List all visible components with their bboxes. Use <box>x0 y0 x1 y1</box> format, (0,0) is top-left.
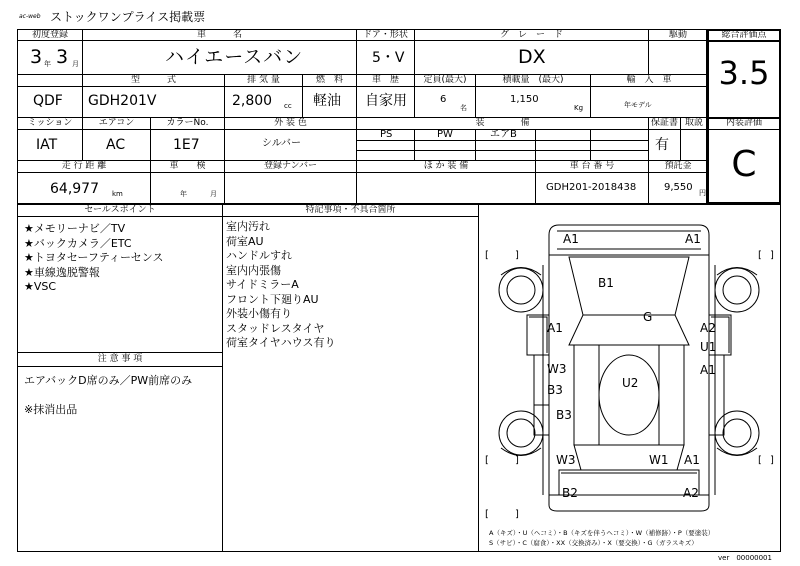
bracket-right-4: ] <box>770 455 774 466</box>
warranty-value: 有 <box>655 137 669 153</box>
damage-code-rear-right-w: W1 <box>649 453 669 467</box>
chassis-no-value: GDH201-2018438 <box>546 182 637 193</box>
notes-header: 注 意 事 項 <box>97 354 143 364</box>
version-label: ver 00000001 <box>718 554 772 562</box>
logo: ac-web <box>19 13 41 20</box>
special-note-item: フロント下廻りAU <box>226 292 319 306</box>
manual-label: 取説 <box>684 118 703 128</box>
exterior-color-value: シルバー <box>262 138 302 149</box>
roof <box>574 345 684 445</box>
equip-airbag: エアB <box>490 129 517 140</box>
deposit-unit: 円 <box>699 189 706 197</box>
inspection-month-unit: 月 <box>210 190 217 198</box>
exterior-color-label: 外 装 色 <box>274 118 307 128</box>
displacement-unit: cc <box>284 102 292 110</box>
load-label: 積載量 (最大) <box>502 75 564 85</box>
bracket-right-5: ] <box>515 509 519 520</box>
reg-month-value: 3 <box>56 46 69 68</box>
bracket-left-4: [ <box>758 455 762 466</box>
note-item: エアバックD席のみ／PW前席のみ <box>24 374 193 387</box>
door-shape-label: ドア・形状 <box>363 30 408 40</box>
windshield <box>569 315 689 345</box>
plate-label: 登録ナンバー <box>264 161 317 171</box>
special-note-item: 外装小傷有り <box>226 307 292 320</box>
damage-code-left-rear-2: B3 <box>547 383 563 397</box>
legend-line-1: A（キズ）・U（ヘコミ）・B（キズを伴うヘコミ）・W（補修跡）・P（要塗装） <box>489 529 715 537</box>
color-no-label: カラーNo. <box>166 118 209 128</box>
bracket-right-2: ] <box>770 250 774 261</box>
special-note-item: 荷室AU <box>226 234 264 248</box>
displacement-value: 2,800 <box>232 93 273 109</box>
sales-point-item: ★VSC <box>24 280 57 293</box>
wheel-rear-left <box>499 411 543 455</box>
grade-value: DX <box>518 46 546 68</box>
chassis-no-label: 車 台 番 号 <box>569 161 615 171</box>
capacity-value: 6 <box>440 94 447 105</box>
deposit-value: 9,550 <box>664 182 693 193</box>
mileage-label: 走 行 距 離 <box>61 161 107 171</box>
rear-gate <box>559 470 699 495</box>
other-equip-label: ほ か 装 備 <box>423 161 469 171</box>
special-note-item: ハンドルすれ <box>226 249 292 262</box>
door-shape-value: 5・V <box>372 50 405 66</box>
inspection-year-unit: 年 <box>180 190 187 198</box>
notes-list <box>24 374 192 418</box>
damage-code-left-rear-3: B3 <box>556 408 572 422</box>
hood <box>569 257 689 315</box>
damage-code-roof: G <box>643 310 653 324</box>
import-label: 輸 入 車 <box>626 75 672 85</box>
roof-center <box>599 355 659 435</box>
fuel-label: 燃 料 <box>315 75 343 85</box>
car-name-label: 車 名 <box>196 30 242 40</box>
bracket-left-1: [ <box>485 250 489 261</box>
special-note-item: 室内内張傷 <box>226 263 281 277</box>
equip-pw: PW <box>437 129 453 140</box>
mission-value: IAT <box>36 137 58 153</box>
load-unit: Kg <box>574 104 584 112</box>
damage-code-bumper-right: A2 <box>683 486 699 500</box>
equipment-label: 装 備 <box>475 118 530 128</box>
model-year-label: 年モデル <box>624 101 652 109</box>
mission-label: ミッション <box>27 118 73 128</box>
bracket-right-1: ] <box>515 250 519 261</box>
overall-score-label: 総合評価点 <box>721 30 767 40</box>
displacement-label: 排 気 量 <box>247 75 280 85</box>
sales-point-item: ★車線逸脱警報 <box>24 265 100 279</box>
damage-code-right-front-door: A2 <box>700 321 716 335</box>
wheel-rear-right <box>715 411 759 455</box>
wheel-front-left <box>499 268 543 312</box>
special-note-item: 室内汚れ <box>226 220 270 233</box>
reg-month-unit: 月 <box>72 60 79 68</box>
special-note-item: スタッドレスタイヤ <box>226 321 325 335</box>
history-label: 車 歴 <box>371 75 399 85</box>
overall-score-value: 3.5 <box>718 54 770 92</box>
type-value: GDH201V <box>88 93 157 109</box>
reg-year-value: 3 <box>30 46 43 68</box>
type-prefix-value: QDF <box>33 93 63 109</box>
sheet-title: ストックワンプライス掲載票 <box>50 10 206 24</box>
special-note-item: サイドミラーA <box>226 278 299 291</box>
damage-code-center: U2 <box>622 376 639 390</box>
damage-code-left-rear-1: W3 <box>547 362 567 376</box>
damage-code-left-front-door: A1 <box>547 321 563 335</box>
bracket-left-3: [ <box>485 455 489 466</box>
damage-code-front-right: A1 <box>685 232 701 246</box>
interior-score-label: 内装評価 <box>725 118 762 128</box>
special-notes-header: 特記事項・不具合箇所 <box>305 205 396 215</box>
grade-label: グ レ ー ド <box>499 30 563 40</box>
mileage-unit: km <box>112 190 123 198</box>
reg-year-unit: 年 <box>44 60 51 68</box>
special-note-item: 荷室タイヤハウス有り <box>226 336 336 349</box>
aircon-value: AC <box>106 137 126 153</box>
legend-line-2: S（サビ）・C（腐食）・XX（交換済み）・X（要交換）・G（ガラスキズ） <box>489 539 698 547</box>
history-value: 自家用 <box>365 93 407 109</box>
special-notes-list <box>226 220 335 351</box>
damage-code-rear-right-a: A1 <box>684 453 700 467</box>
note-item <box>24 389 192 404</box>
bracket-left-5: [ <box>485 509 489 520</box>
type-label: 型 式 <box>130 75 176 85</box>
color-no-value: 1E7 <box>173 137 200 153</box>
note-item: ※抹消出品 <box>24 403 78 416</box>
sales-points-header: セールスポイント <box>84 205 156 215</box>
damage-code-rear-left-w: W3 <box>556 453 576 467</box>
car-name-value: ハイエースバン <box>165 46 304 68</box>
fuel-value: 軽油 <box>313 93 341 109</box>
wheel-front-right <box>715 268 759 312</box>
drive-label: 駆動 <box>668 30 687 40</box>
damage-code-front-left: A1 <box>563 232 579 246</box>
left-front-door <box>527 315 549 355</box>
equip-ps: PS <box>380 129 393 140</box>
warranty-label: 保証書 <box>650 118 678 128</box>
sales-points-list <box>24 222 163 295</box>
mileage-value: 64,977 <box>50 181 99 197</box>
sales-point-item: ★トヨタセーフティーセンス <box>24 251 164 264</box>
deposit-label: 預託金 <box>664 161 692 171</box>
sales-point-item: ★バックカメラ／ETC <box>24 236 132 250</box>
capacity-unit: 名 <box>460 104 467 112</box>
damage-code-right-rear: A1 <box>700 363 716 377</box>
aircon-label: エアコン <box>98 118 135 128</box>
first-reg-label: 初度登録 <box>31 30 68 40</box>
inspection-label: 車 検 <box>169 161 206 171</box>
damage-code-right-front-door-2: U1 <box>700 340 717 354</box>
sales-point-item: ★メモリーナビ／TV <box>24 222 126 235</box>
load-value: 1,150 <box>510 94 539 105</box>
capacity-label: 定員(最大) <box>423 75 467 85</box>
damage-code-hood: B1 <box>598 276 614 290</box>
interior-score-value: C <box>731 144 757 185</box>
damage-code-bumper-left: B2 <box>562 486 578 500</box>
bracket-left-2: [ <box>758 250 762 261</box>
vehicle-damage-diagram <box>479 205 780 527</box>
bracket-right-3: ] <box>515 455 519 466</box>
